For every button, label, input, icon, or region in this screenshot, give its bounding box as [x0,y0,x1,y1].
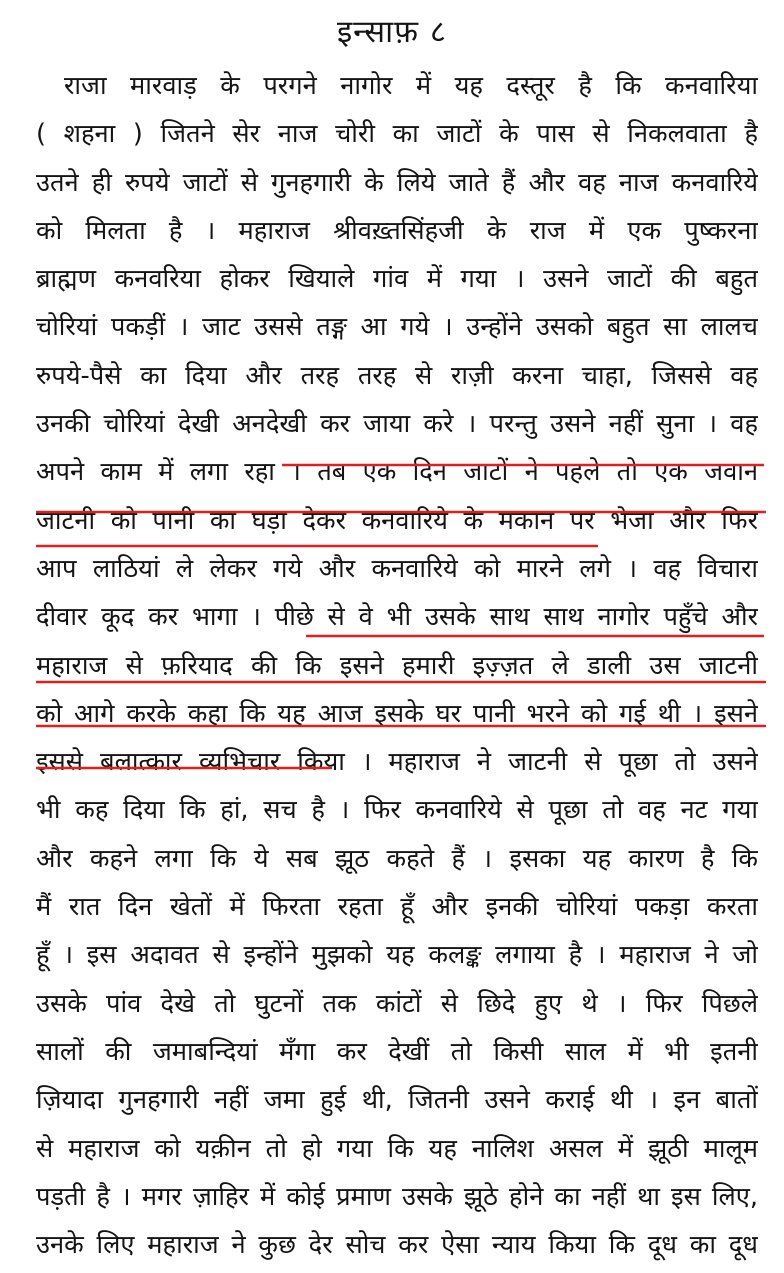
text-line: इससे बलात्कार व्यभिचार किया । महाराज ने जाटनी से पूछा तो उसने [36,747,758,778]
text-line: हूँ । इस अदावत से इन्होंने मुझको यह कलङ्क लगाया है । महाराज ने जो [36,940,758,971]
text-line: से महाराज को यक़ीन तो हो गया कि यह नालिश असल में झूठी मालूम [36,1133,758,1164]
text-line: महाराज से फ़रियाद की कि इसने हमारी इज़्ज़त ले डाली उस जाटनी [36,650,758,681]
text-line: अपने काम में लगा रहा । तब एक दिन जाटों ने पहले तो एक जवान [36,457,758,488]
text-line: जाटनी को पानी का घड़ा देकर कनवारिये के मकान पर भेजा और फिर [36,505,758,536]
text-line: उनके लिए महाराज ने कुछ देर सोच कर ऐसा न्याय किया कि दूध का दूध [36,1230,758,1261]
text-line: भी कह दिया कि हां, सच है । फिर कनवारिये से पूछा तो वह नट गया [36,795,758,826]
text-line: को आगे करके कहा कि यह आज इसके घर पानी भरने को गई थी । इसने [36,698,758,729]
text-line: पड़ती है । मगर ज़ाहिर में कोई प्रमाण उसके झूठे होने का नहीं था इस लिए, [36,1181,758,1212]
text-line: आप लाठियां ले लेकर गये और कनवारिये को मारने लगे । वह विचारा [36,553,758,584]
text-line: दीवार कूद कर भागा । पीछे से वे भी उसके साथ साथ नागोर पहुँचे और [36,602,758,633]
text-line: और कहने लगा कि ये सब झूठ कहते हैं । इसका यह कारण है कि [36,843,758,874]
text-line: सालों की जमाबन्दियां मँगा कर देखीं तो किसी साल में भी इतनी [36,1036,758,1067]
text-line: ब्राह्मण कनवरिया होकर खियाले गांव में गया । उसने जाटों की बहुत [36,264,758,295]
text-line: मैं रात दिन खेतों में फिरता रहता हूँ और इनकी चोरियां पकड़ा करता [36,892,758,923]
chapter-heading: इन्साफ़ ८ [336,14,448,50]
text-line: चोरियां पकड़ीं । जाट उससे तङ्ग आ गये । उन्होंने उसको बहुत सा लालच [36,312,758,343]
text-line: राजा मारवाड़ के परगने नागोर में यह दस्तूर है कि कनवारिया [64,71,758,101]
text-line: उसके पांव देखे तो घुटनों तक कांटों से छिदे हुए थे । फिर पिछले [36,988,758,1019]
text-line: ( शहना ) जितने सेर नाज चोरी का जाटों के पास से निकलवाता है [36,119,758,150]
page-body [36,66,758,1273]
text-line: रुपये-पैसे का दिया और तरह तरह से राज़ी करना चाहा, जिससे वह [36,360,758,391]
text-line: को मिलता है । महाराज श्रीवख़्तसिंहजी के राज में एक पुष्करना [36,215,758,246]
text-line: ज़ियादा गुनहगारी नहीं जमा हुई थी, जितनी उसने कराई थी । इन बातों [36,1085,758,1116]
text-line: उनकी चोरियां देखी अनदेखी कर जाया करे । परन्तु उसने नहीं सुना । वह [36,409,758,440]
text-line: उतने ही रुपये जाटों से गुनहगारी के लिये जाते हैं और वह नाज कनवारिये [36,167,758,198]
